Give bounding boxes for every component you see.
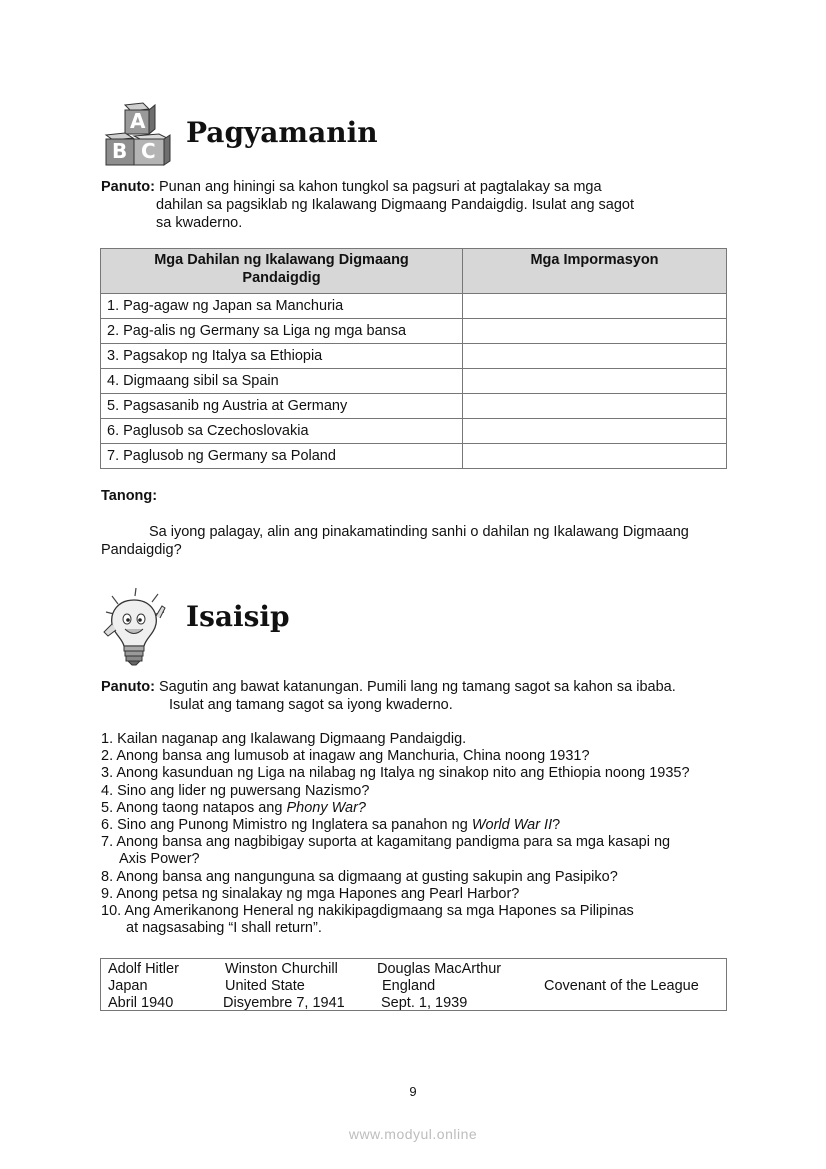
- question-list: [101, 731, 741, 937]
- reason-cell: 6. Paglusob sa Czechoslovakia: [101, 419, 463, 444]
- instruction-line: dahilan sa pagsiklab ng Ikalawang Digmaang Pandaigdig. Isulat ang sagot: [156, 197, 635, 213]
- instruction-label: Panuto:: [101, 679, 155, 695]
- answer-cell[interactable]: [463, 419, 727, 444]
- list-item: 3. Anong kasunduan ng Liga na nilabag ng Italya ng sinakop nito ang Ethiopia noong 1935?: [101, 765, 690, 782]
- lightbulb-mascot-icon: [98, 586, 170, 666]
- choice-item: Abril 1940: [108, 995, 174, 1011]
- choice-item: Winston Churchill: [225, 961, 338, 977]
- reason-cell: 5. Pagsasanib ng Austria at Germany: [101, 394, 463, 419]
- reason-cell: 1. Pag-agaw ng Japan sa Manchuria: [101, 294, 463, 319]
- pagyamanin-title: Pagyamanin: [186, 116, 378, 149]
- list-item: 1. Kailan naganap ang Ikalawang Digmaang Pandaigdig.: [101, 731, 467, 747]
- isaisip-instruction: [101, 678, 741, 714]
- choice-item: Douglas MacArthur: [377, 961, 502, 977]
- table-row: [101, 444, 727, 469]
- list-item: 10. Ang Amerikanong Heneral ng nakikipagdigmaang sa mga Hapones sa Pilipinas: [101, 903, 634, 920]
- table-header-row: [101, 249, 727, 294]
- table-row: [101, 294, 727, 319]
- choice-item: United State: [225, 978, 305, 994]
- choice-item: Sept. 1, 1939: [381, 995, 468, 1011]
- list-item-continuation: at nagsasabing “I shall return”.: [126, 920, 322, 937]
- list-item: 4. Sino ang lider ng puwersang Nazismo?: [101, 782, 370, 799]
- list-item: 7. Anong bansa ang nagbibigay suporta at kagamitang pandigma para sa mga kasapi ng: [101, 834, 671, 851]
- choice-item: Disyembre 7, 1941: [223, 995, 345, 1011]
- instruction-line: sa kwaderno.: [156, 215, 243, 231]
- abc-blocks-icon: [103, 101, 173, 167]
- tanong-line: Pandaigdig?: [101, 542, 182, 558]
- tanong-line: Sa iyong palagay, alin ang pinakamatinding sanhi o dahilan ng Ikalawang Digmaang: [149, 524, 689, 540]
- list-item-continuation: Axis Power?: [119, 851, 200, 868]
- header-reasons: Mga Dahilan ng Ikalawang Digmaang Pandaigdig: [101, 249, 463, 294]
- tanong-label: Tanong:: [101, 488, 158, 504]
- list-item: 6. Sino ang Punong Mimistro ng Inglatera sa panahon ng World War II?: [101, 817, 561, 834]
- table-row: [101, 319, 727, 344]
- reason-cell: 2. Pag-alis ng Germany sa Liga ng mga bansa: [101, 319, 463, 344]
- table-row: [101, 344, 727, 369]
- answer-cell[interactable]: [463, 369, 727, 394]
- choice-item: Japan: [108, 978, 148, 994]
- list-item: 5. Anong taong natapos ang Phony War?: [101, 799, 366, 816]
- reasons-table: [100, 248, 727, 469]
- pagyamanin-instruction: [101, 178, 741, 232]
- list-item: 9. Anong petsa ng sinalakay ng mga Hapones ang Pearl Harbor?: [101, 885, 520, 902]
- list-item: 2. Anong bansa ang lumusob at inagaw ang Manchuria, China noong 1931?: [101, 748, 590, 765]
- list-item: 8. Anong bansa ang nangunguna sa digmaang at gusting sakupin ang Pasipiko?: [101, 868, 618, 885]
- footer-watermark: www.modyul.online: [348, 1126, 478, 1142]
- choice-item: Covenant of the League: [544, 978, 699, 994]
- instruction-line: Punan ang hiningi sa kahon tungkol sa pagsuri at pagtalakay sa mga: [159, 179, 602, 195]
- block-letter-b: B: [112, 139, 128, 163]
- table-row: [101, 419, 727, 444]
- table-row: [101, 369, 727, 394]
- block-letter-a: A: [130, 109, 146, 133]
- reason-cell: 4. Digmaang sibil sa Spain: [101, 369, 463, 394]
- answer-choices-box: [100, 958, 727, 1011]
- page-number: 9: [409, 1084, 417, 1099]
- answer-cell[interactable]: [463, 444, 727, 469]
- table-row: [101, 394, 727, 419]
- instruction-line: Sagutin ang bawat katanungan. Pumili lang ng tamang sagot sa kahon sa ibaba.: [159, 679, 676, 695]
- answer-cell[interactable]: [463, 319, 727, 344]
- choice-item: England: [382, 978, 436, 994]
- isaisip-title: Isaisip: [186, 600, 290, 633]
- header-information: Mga Impormasyon: [463, 249, 727, 294]
- instruction-line: Isulat ang tamang sagot sa iyong kwaderno.: [169, 697, 453, 713]
- choice-item: Adolf Hitler: [108, 961, 179, 977]
- reason-cell: 7. Paglusob ng Germany sa Poland: [101, 444, 463, 469]
- reason-cell: 3. Pagsakop ng Italya sa Ethiopia: [101, 344, 463, 369]
- answer-cell[interactable]: [463, 294, 727, 319]
- answer-cell[interactable]: [463, 394, 727, 419]
- instruction-label: Panuto:: [101, 179, 155, 195]
- answer-cell[interactable]: [463, 344, 727, 369]
- block-letter-c: C: [141, 139, 156, 163]
- tanong-question: [101, 523, 741, 559]
